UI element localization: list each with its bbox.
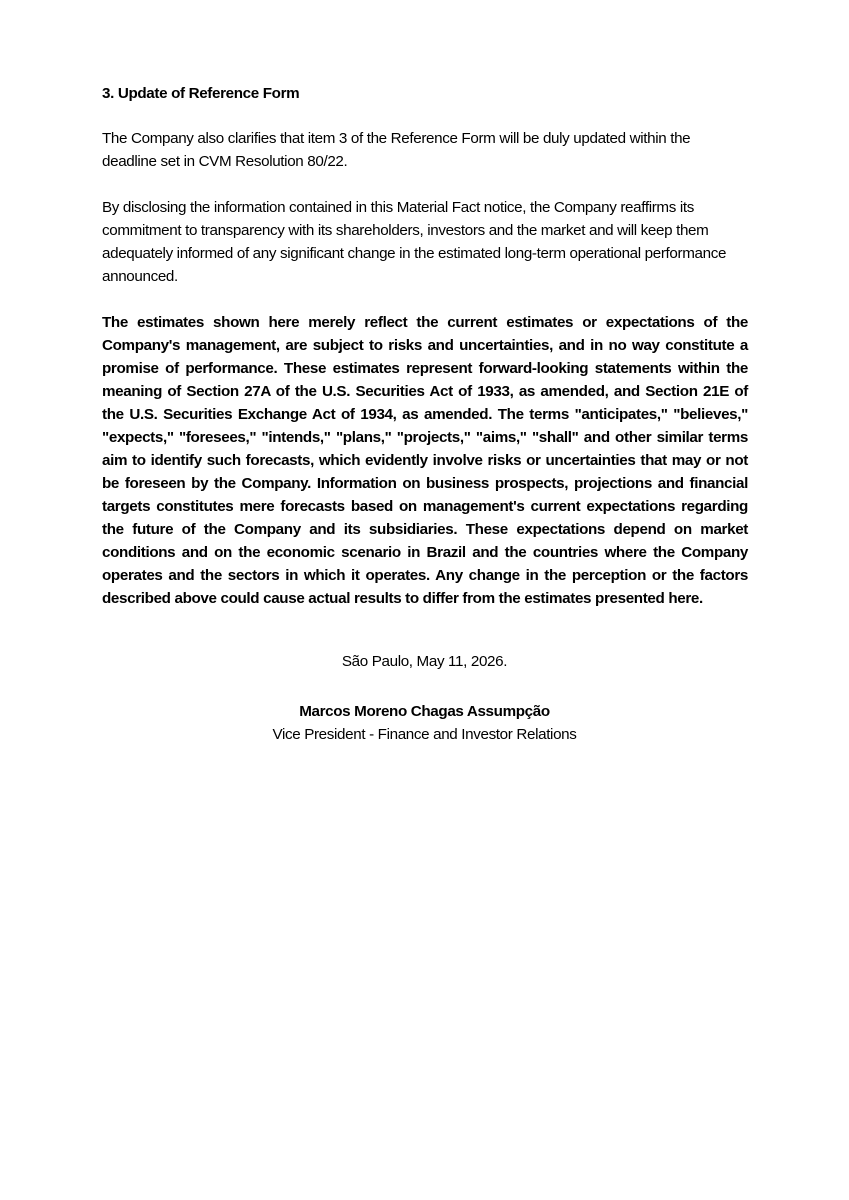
paragraph-reference-form-update: The Company also clarifies that item 3 of the Reference Form will be duly updated within the deadline set in CVM Resolution 80/22. [102, 130, 691, 170]
signer-title: Vice President - Finance and Investor Relations [272, 726, 577, 743]
document-body [102, 82, 748, 610]
section-heading: 3. Update of Reference Form [102, 85, 300, 102]
signer-name: Marcos Moreno Chagas Assumpção [299, 703, 550, 720]
forward-looking-disclaimer: The estimates shown here merely reflect the current estimates or expectations of the Company's management, are subject to risks and uncertainties, and in no way constitute a promise of performance. These estimates represent forward-looking statements within the meaning of Section 27A of the U.S. Securities Act of 1933, as amended, and Section 21E of the U.S. Securities Exchange Act of 1934, as amended. The terms "anticipates," "believes," "expects," "foresees," "intends," "plans," "projects," "aims," "shall" and other similar terms aim to identify such forecasts, which evidently involve risks or uncertainties that may or not be foreseen by the Company. Information on business prospects, projections and financial targets constitutes mere forecasts based on management's current expectations regarding the future of the Company and its subsidiaries. These expectations depend on market conditions and on the economic scenario in Brazil and the countries where the Company operates and the sectors in which it operates. Any change in the perception or the factors described above could cause actual results to differ from the estimates presented here. [102, 314, 748, 607]
paragraph-commitment: By disclosing the information contained in this Material Fact notice, the Company reaffirms its commitment to transparency with its shareholders, investors and the market and will keep them adequately informed of any significant change in the estimated long-term operational performance announced. [102, 199, 727, 285]
place-date: São Paulo, May 11, 2026. [341, 653, 508, 670]
signature-block [0, 650, 849, 746]
